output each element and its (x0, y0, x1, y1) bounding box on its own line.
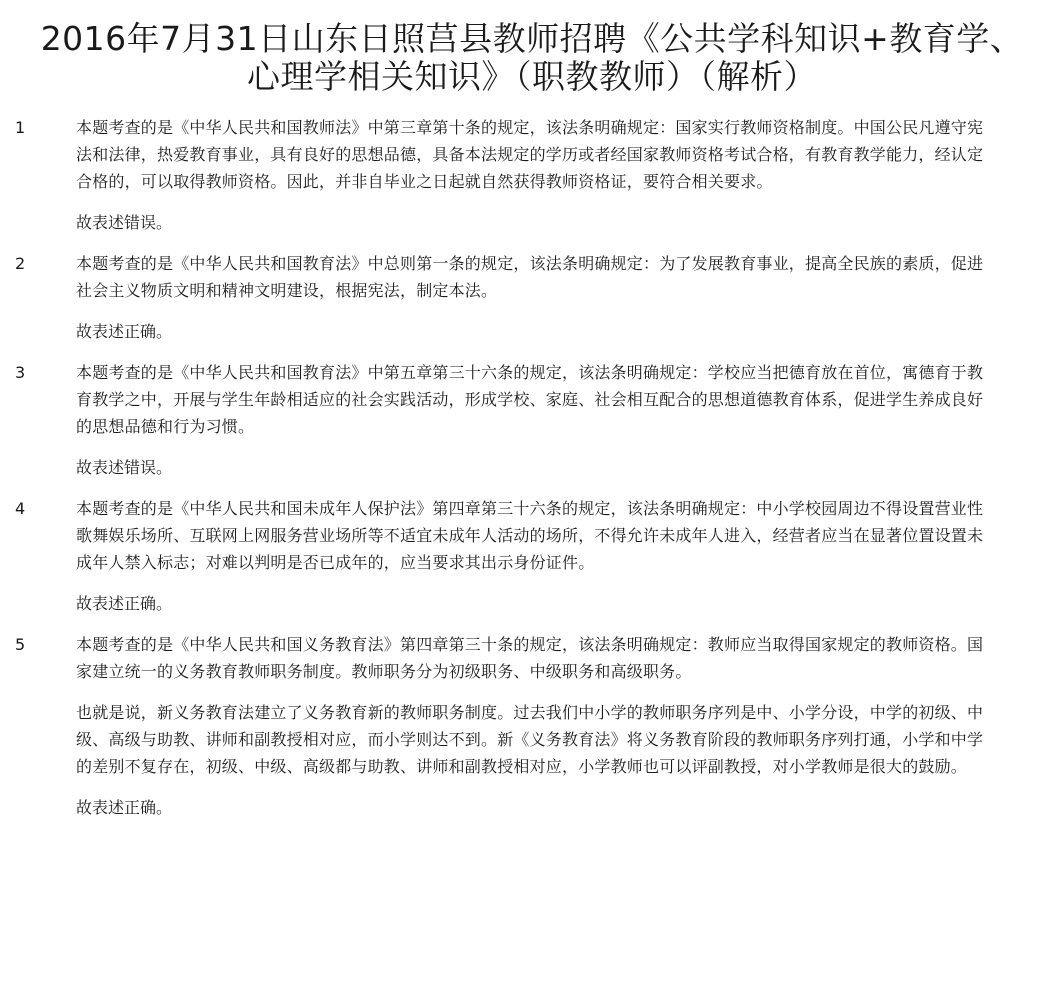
question-2 (0, 250, 1064, 345)
question-number: 1 (15, 118, 26, 137)
page-title-line-2: 心理学相关知识》（职教教师）（解析） (247, 57, 817, 96)
question-explanation: 本题考查的是《中华人民共和国教师法》中第三章第十条的规定，该法条明确规定：国家实行教师资格制度。中国公民凡遵守宪法和法律，热爱教育事业，具有良好的思想品德，具备本法规定的学历或者经国家教师资格考试合格，有教育教学能力，经认定合格的，可以取得教师资格。因此，并非自毕业之日起就自然获得教师资格证，要符合相关要求。 (76, 118, 984, 191)
question-number: 3 (15, 363, 26, 382)
question-5 (0, 631, 1064, 821)
question-verdict: 故表述正确。 (76, 322, 173, 341)
question-number: 4 (15, 499, 26, 518)
question-1 (0, 114, 1064, 236)
question-explanation: 本题考查的是《中华人民共和国教育法》中第五章第三十六条的规定，该法条明确规定：学校应当把德育放在首位，寓德育于教育教学之中，开展与学生年龄相适应的社会实践活动，形成学校、家庭、社会相互配合的思想道德教育体系，促进学生养成良好的思想品德和行为习惯。 (76, 363, 984, 436)
question-3 (0, 359, 1064, 481)
question-verdict: 故表述正确。 (76, 594, 173, 613)
question-4 (0, 495, 1064, 617)
question-explanation-continued: 也就是说，新义务教育法建立了义务教育新的教师职务制度。过去我们中小学的教师职务序列是中、小学分设，中学的初级、中级、高级与助教、讲师和副教授相对应，而小学则达不到。新《义务教育法》将义务教育阶段的教师职务序列打通，小学和中学的差别不复存在，初级、中级、高级都与助教、讲师和副教授相对应，小学教师也可以评副教授，对小学教师是很大的鼓励。 (76, 703, 984, 776)
question-number: 5 (15, 635, 26, 654)
question-number: 2 (15, 254, 26, 273)
page-title (20, 20, 1044, 96)
question-verdict: 故表述错误。 (76, 213, 173, 232)
question-explanation: 本题考查的是《中华人民共和国未成年人保护法》第四章第三十六条的规定，该法条明确规定：中小学校园周边不得设置营业性歌舞娱乐场所、互联网上网服务营业场所等不适宜未成年人活动的场所，不得允许未成年人进入，经营者应当在显著位置设置未成年人禁入标志；对难以判明是否已成年的，应当要求其出示身份证件。 (76, 499, 984, 572)
question-explanation: 本题考查的是《中华人民共和国义务教育法》第四章第三十条的规定，该法条明确规定：教师应当取得国家规定的教师资格。国家建立统一的义务教育教师职务制度。教师职务分为初级职务、中级职务和高级职务。 (76, 635, 984, 681)
page-title-line-1: 2016年7月31日山东日照莒县教师招聘《公共学科知识+教育学、 (40, 19, 1024, 58)
question-verdict: 故表述正确。 (76, 798, 173, 817)
question-explanation: 本题考查的是《中华人民共和国教育法》中总则第一条的规定，该法条明确规定：为了发展教育事业，提高全民族的素质，促进社会主义物质文明和精神文明建设，根据宪法，制定本法。 (76, 254, 984, 300)
question-verdict: 故表述错误。 (76, 458, 173, 477)
